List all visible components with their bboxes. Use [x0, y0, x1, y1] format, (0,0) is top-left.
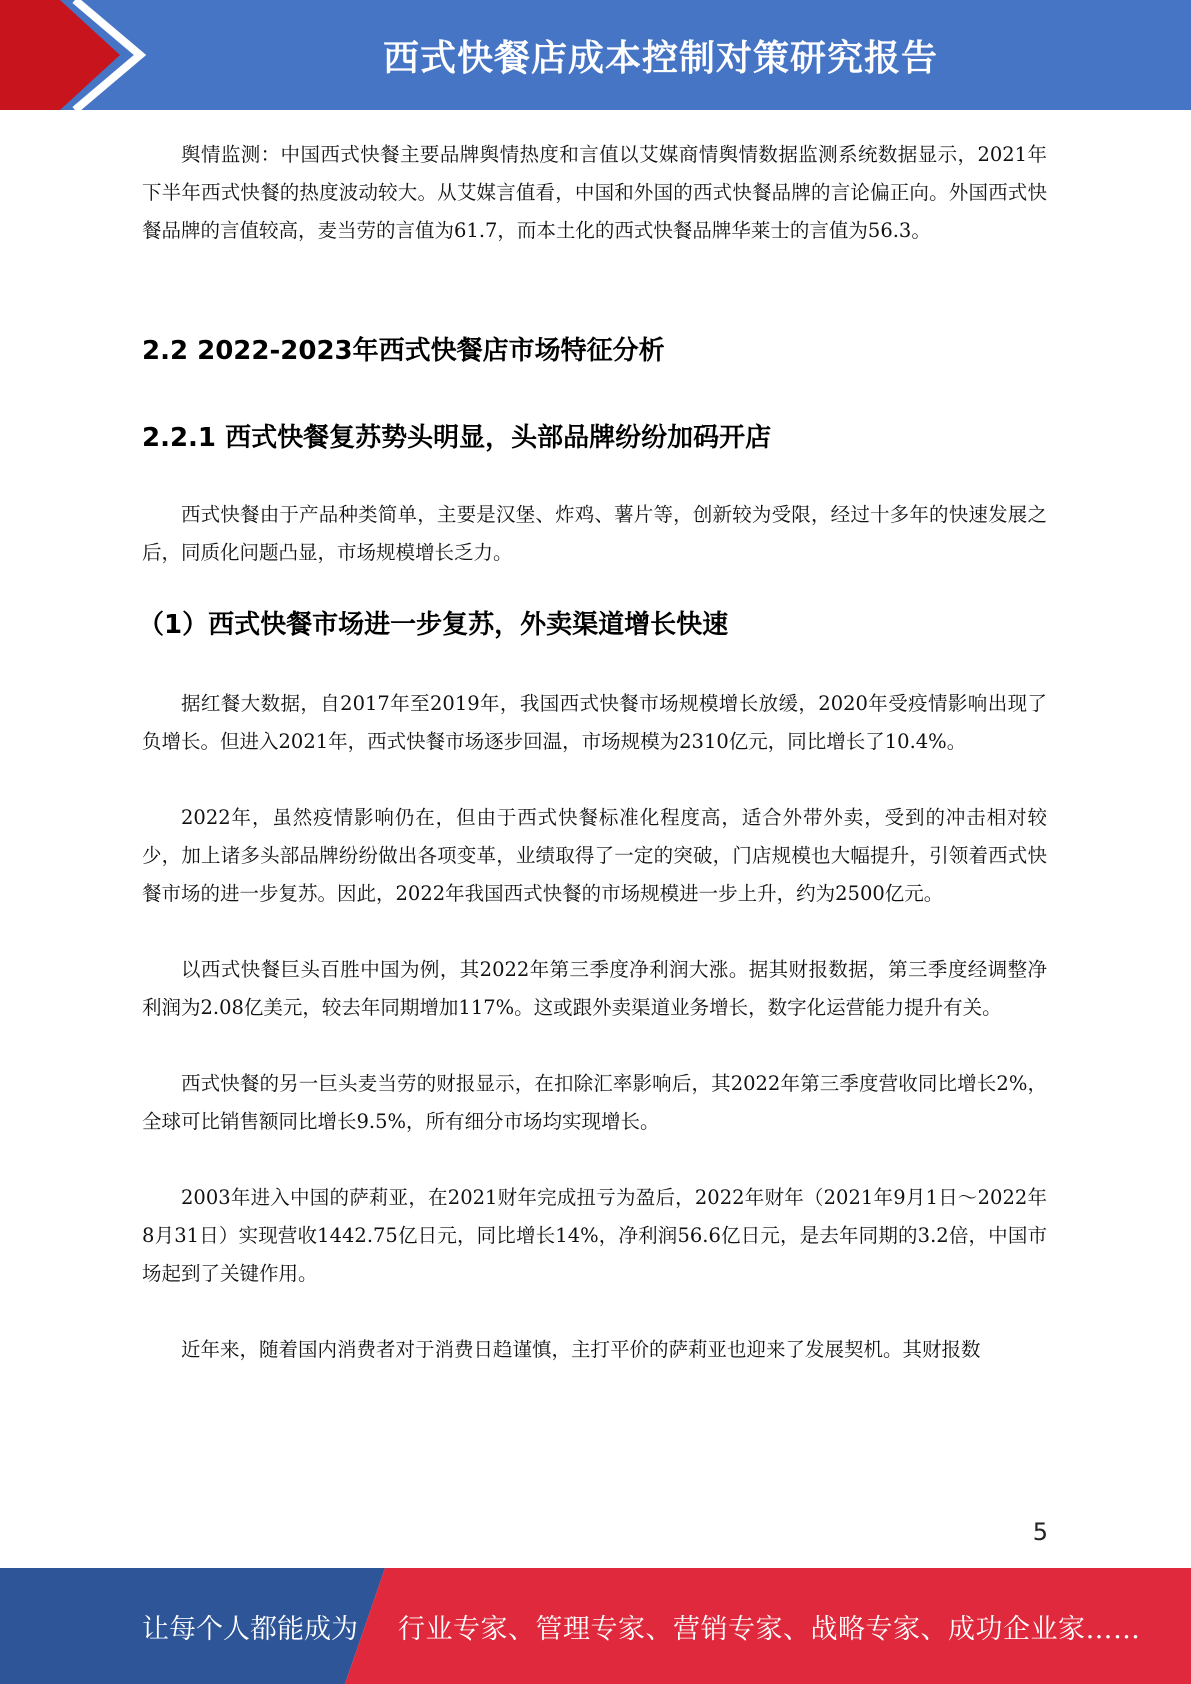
paragraph-product-homogeneity: 西式快餐由于产品种类简单，主要是汉堡、炸鸡、薯片等，创新较为受限，经过十多年的快速发展之后，同质化问题凸显，市场规模增长乏力。 [142, 503, 1047, 564]
paragraph-saizeriya-opportunity: 近年来，随着国内消费者对于消费日趋谨慎，主打平价的萨莉亚也迎来了发展契机。其财报数 [181, 1338, 981, 1361]
footer-slogan-left: 让每个人都能成为 [142, 1613, 358, 1645]
header-arrow-decoration [0, 0, 160, 110]
footer-slogan-right: 行业专家、管理专家、营销专家、战略专家、成功企业家…… [398, 1613, 1141, 1645]
paragraph-sentiment-monitoring: 舆情监测：中国西式快餐主要品牌舆情热度和言值以艾媒商情舆情数据监测系统数据显示，2021年下半年西式快餐的热度波动较大。从艾媒言值看，中国和外国的西式快餐品牌的言论偏正向。外国西式快餐品牌的言值较高，麦当劳的言值为61.7，而本土化的西式快餐品牌华莱士的言值为56.3。 [142, 143, 1047, 242]
report-title: 西式快餐店成本控制对策研究报告 [382, 37, 938, 79]
paragraph-saizeriya: 2003年进入中国的萨莉亚，在2021财年完成扭亏为盈后，2022年财年（2021年9月1日～2022年8月31日）实现营收1442.75亿日元，同比增长14%，净利润56.6亿日元，是去年同期的3.2倍，中国市场起到了关键作用。 [142, 1186, 1047, 1285]
page-header [0, 0, 1191, 110]
paragraph-yum-china: 以西式快餐巨头百胜中国为例，其2022年第三季度净利润大涨。据其财报数据，第三季度经调整净利润为2.08亿美元，较去年同期增加117%。这或跟外卖渠道业务增长，数字化运营能力提升有关。 [142, 958, 1047, 1019]
section-heading-2-2: 2.2 2022-2023年西式快餐店市场特征分析 [142, 336, 665, 366]
subsection-heading-market-recovery: （1）西式快餐市场进一步复苏，外卖渠道增长快速 [138, 610, 729, 640]
section-heading-2-2-1: 2.2.1 西式快餐复苏势头明显，头部品牌纷纷加码开店 [142, 423, 772, 453]
paragraph-market-size: 据红餐大数据，自2017年至2019年，我国西式快餐市场规模增长放缓，2020年受疫情影响出现了负增长。但进入2021年，西式快餐市场逐步回温，市场规模为2310亿元，同比增长了10.4%。 [142, 692, 1047, 753]
document-body [138, 110, 1047, 1369]
page-footer [0, 1568, 1191, 1684]
paragraph-2022-recovery: 2022年，虽然疫情影响仍在，但由于西式快餐标准化程度高，适合外带外卖，受到的冲击相对较少，加上诸多头部品牌纷纷做出各项变革，业绩取得了一定的突破，门店规模也大幅提升，引领着西式快餐市场的进一步复苏。因此，2022年我国西式快餐的市场规模进一步上升，约为2500亿元。 [142, 806, 1047, 905]
paragraph-mcdonalds: 西式快餐的另一巨头麦当劳的财报显示，在扣除汇率影响后，其2022年第三季度营收同比增长2%，全球可比销售额同比增长9.5%，所有细分市场均实现增长。 [142, 1072, 1047, 1133]
page-number: 5 [1032, 1518, 1048, 1546]
